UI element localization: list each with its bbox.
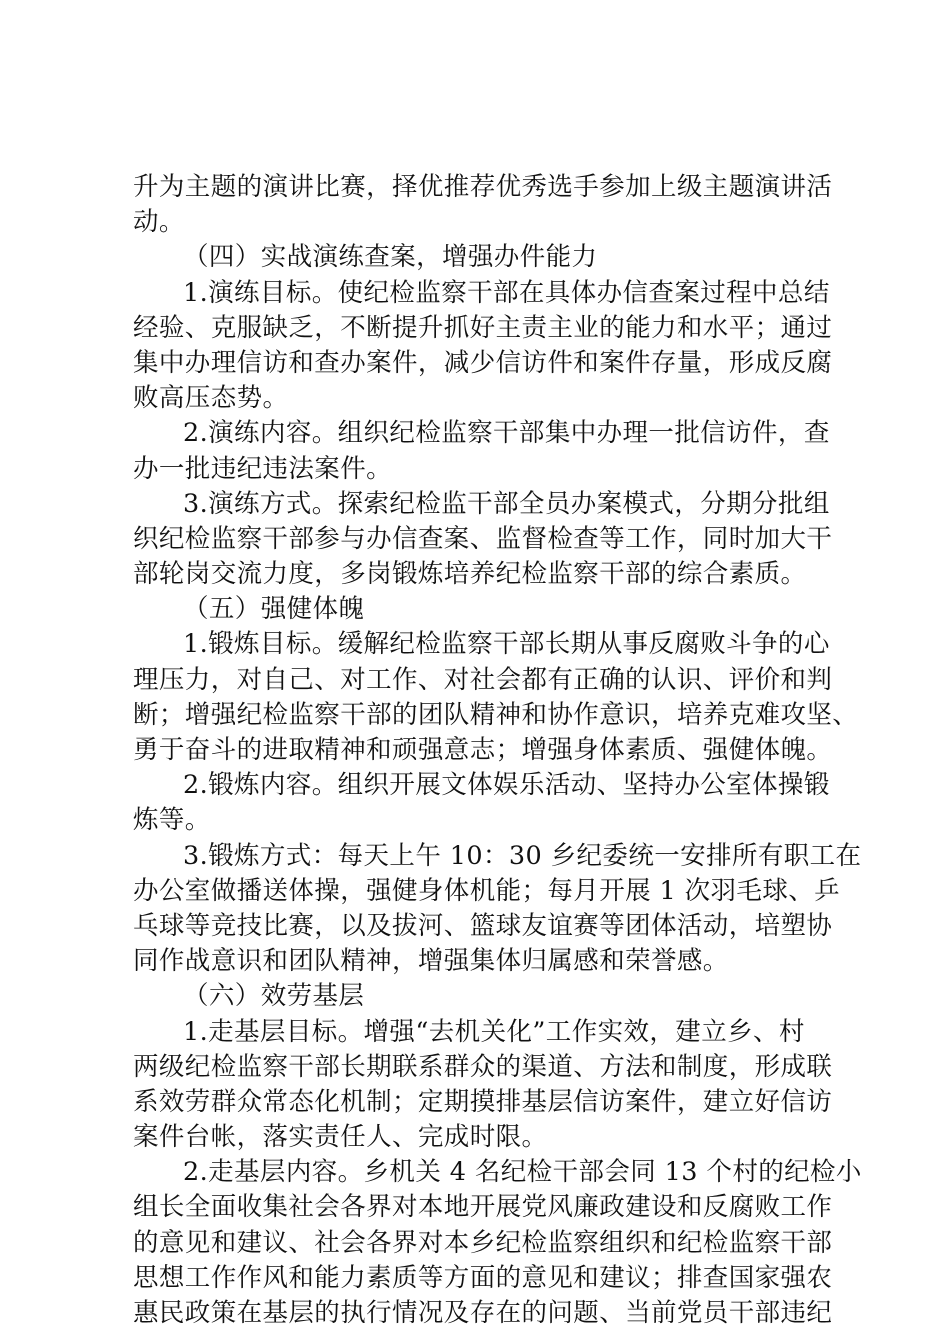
text-line: 案件台帐，落实责任人、完成时限。 [133,1122,548,1153]
text-line: 理压力，对自己、对工作、对社会都有正确的认识、评价和判 [133,664,833,695]
text-line: 3.锻炼方式：每天上午 10：30 乡纪委统一安排所有职工在 [183,840,862,871]
text-line: 炼等。 [133,805,211,836]
text-line: 2.演练内容。组织纪检监察干部集中办理一批信访件，查 [183,418,830,449]
text-line: 办公室做播送体操，强健身体机能；每月开展 1 次羽毛球、乒 [133,875,841,906]
text-line: 系效劳群众常态化机制；定期摸排基层信访案件，建立好信访 [133,1086,833,1117]
text-line: 1.锻炼目标。缓解纪检监察干部长期从事反腐败斗争的心 [183,629,830,660]
text-line: 组长全面收集社会各界对本地开展党风廉政建设和反腐败工作 [133,1192,833,1223]
text-line: 同作战意识和团队精神，增强集体归属感和荣誉感。 [133,946,729,977]
text-line: 断；增强纪检监察干部的团队精神和协作意识，培养克难攻坚、 [133,699,859,730]
text-line: 动。 [133,207,185,238]
text-line: 的意见和建议、社会各界对本乡纪检监察组织和纪检监察干部 [133,1227,833,1258]
text-line: 两级纪检监察干部长期联系群众的渠道、方法和制度，形成联 [133,1051,833,1082]
section-heading: （六）效劳基层 [183,981,365,1012]
text-line: 办一批违纪违法案件。 [133,453,393,484]
section-heading: （四）实战演练查案，增强办件能力 [183,242,598,273]
text-line: 惠民政策在基层的执行情况及存在的问题、当前党员干部违纪 [133,1298,833,1328]
text-line: 勇于奋斗的进取精神和顽强意志；增强身体素质、强健体魄。 [133,735,833,765]
text-line: 3.演练方式。探索纪检监干部全员办案模式，分期分批组 [183,488,830,519]
document-body [133,170,862,1331]
text-line: 1.演练目标。使纪检监察干部在具体办信查案过程中总结 [183,277,830,308]
text-line: 2.锻炼内容。组织开展文体娱乐活动、坚持办公室体操锻 [183,770,830,801]
text-line: 部轮岗交流力度，多岗锻炼培养纪检监察干部的综合素质。 [133,559,807,590]
text-line: 1.走基层目标。增强“去机关化”工作实效，建立乡、村 [183,1016,805,1047]
text-line: 败高压态势。 [133,383,289,414]
text-line: 织纪检监察干部参与办信查案、监督检查等工作，同时加大干 [133,523,833,554]
text-line: 经验、克服缺乏，不断提升抓好主责主业的能力和水平；通过 [133,312,833,343]
section-heading: （五）强健体魄 [183,594,365,625]
text-line: 2.走基层内容。乡机关 4 名纪检干部会同 13 个村的纪检小 [183,1157,862,1188]
text-line: 思想工作作风和能力素质等方面的意见和建议；排查国家强农 [133,1262,833,1293]
text-line: 乓球等竞技比赛，以及拔河、篮球友谊赛等团体活动，培塑协 [133,910,833,941]
text-line: 集中办理信访和查办案件，减少信访件和案件存量，形成反腐 [133,347,833,378]
text-line: 升为主题的演讲比赛，择优推荐优秀选手参加上级主题演讲活 [133,172,833,202]
